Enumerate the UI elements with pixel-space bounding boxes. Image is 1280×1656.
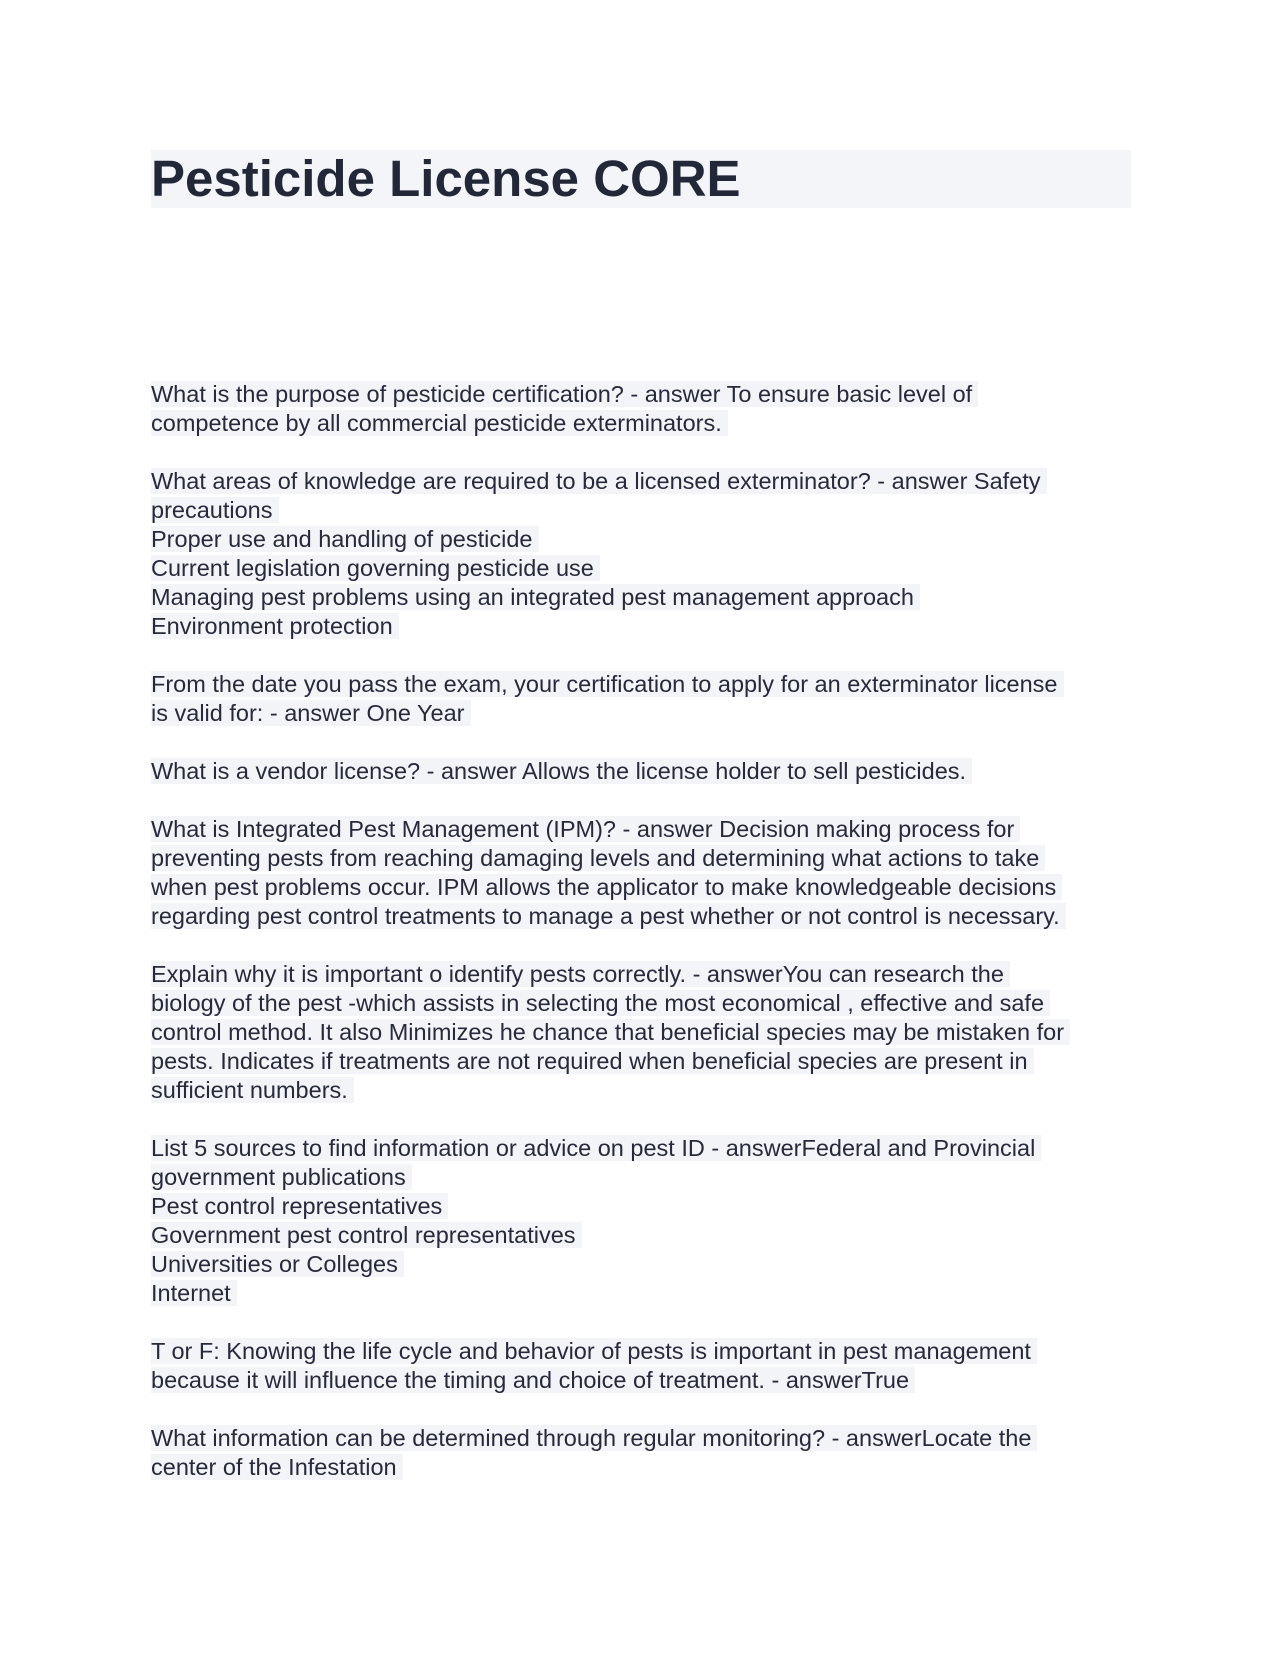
qa-line-text: What is Integrated Pest Management (IPM)? - answer Decision making process for	[151, 816, 1020, 842]
qa-line	[151, 380, 1131, 409]
qa-line-text: when pest problems occur. IPM allows the applicator to make knowledgeable decisions	[151, 874, 1062, 900]
qa-line	[151, 873, 1131, 902]
qa-line-text: Managing pest problems using an integrated pest management approach	[151, 584, 920, 610]
qa-line-text: sufficient numbers.	[151, 1077, 354, 1103]
qa-line	[151, 1221, 1131, 1250]
qa-line-text: Proper use and handling of pesticide	[151, 526, 539, 552]
qa-line	[151, 1163, 1131, 1192]
qa-line-text: T or F: Knowing the life cycle and behavior of pests is important in pest management	[151, 1338, 1037, 1364]
qa-list	[151, 380, 1131, 1511]
qa-item	[151, 757, 1131, 786]
qa-line	[151, 467, 1131, 496]
qa-line	[151, 409, 1131, 438]
qa-line-text: Pest control representatives	[151, 1193, 448, 1219]
qa-line	[151, 960, 1131, 989]
qa-line-text: Government pest control representatives	[151, 1222, 582, 1248]
title-block	[151, 150, 1131, 208]
qa-line	[151, 815, 1131, 844]
qa-line	[151, 1250, 1131, 1279]
qa-line-text: Explain why it is important o identify pests correctly. - answerYou can research the	[151, 961, 1010, 987]
qa-line-text: What information can be determined through regular monitoring? - answerLocate the	[151, 1425, 1037, 1451]
qa-line	[151, 525, 1131, 554]
qa-line	[151, 1076, 1131, 1105]
qa-line	[151, 554, 1131, 583]
qa-line-text: government publications	[151, 1164, 412, 1190]
qa-item	[151, 1134, 1131, 1308]
qa-line	[151, 1134, 1131, 1163]
qa-line	[151, 496, 1131, 525]
qa-line-text: Internet	[151, 1280, 237, 1306]
qa-line-text: Environment protection	[151, 613, 399, 639]
qa-line-text: competence by all commercial pesticide exterminators.	[151, 410, 728, 436]
qa-line-text: pests. Indicates if treatments are not required when beneficial species are present in	[151, 1048, 1034, 1074]
qa-line-text: Universities or Colleges	[151, 1251, 404, 1277]
qa-line	[151, 902, 1131, 931]
qa-item	[151, 670, 1131, 728]
qa-line-text: regarding pest control treatments to manage a pest whether or not control is necessary.	[151, 903, 1066, 929]
qa-item	[151, 1424, 1131, 1482]
qa-line	[151, 1424, 1131, 1453]
qa-line-text: What is a vendor license? - answer Allows the license holder to sell pesticides.	[151, 758, 972, 784]
qa-line-text: is valid for: - answer One Year	[151, 700, 471, 726]
qa-line	[151, 1279, 1131, 1308]
qa-line	[151, 699, 1131, 728]
qa-line	[151, 1018, 1131, 1047]
qa-line-text: What is the purpose of pesticide certification? - answer To ensure basic level of	[151, 381, 978, 407]
qa-line-text: Current legislation governing pesticide use	[151, 555, 600, 581]
qa-line-text: preventing pests from reaching damaging levels and determining what actions to take	[151, 845, 1045, 871]
qa-line-text: because it will influence the timing and choice of treatment. - answerTrue	[151, 1367, 915, 1393]
qa-line	[151, 1453, 1131, 1482]
qa-item	[151, 815, 1131, 931]
qa-line-text: List 5 sources to find information or advice on pest ID - answerFederal and Provincial	[151, 1135, 1041, 1161]
qa-line-text: control method. It also Minimizes he chance that beneficial species may be mistaken for	[151, 1019, 1070, 1045]
qa-line	[151, 1047, 1131, 1076]
qa-line	[151, 1366, 1131, 1395]
qa-line	[151, 1337, 1131, 1366]
qa-line-text: center of the Infestation	[151, 1454, 403, 1480]
qa-line-text: biology of the pest -which assists in selecting the most economical , effective and safe	[151, 990, 1050, 1016]
qa-line	[151, 583, 1131, 612]
qa-line	[151, 989, 1131, 1018]
qa-line-text: From the date you pass the exam, your certification to apply for an exterminator license	[151, 671, 1064, 697]
qa-line	[151, 844, 1131, 873]
qa-line	[151, 1192, 1131, 1221]
qa-line-text: precautions	[151, 497, 279, 523]
qa-item	[151, 1337, 1131, 1395]
document-page	[151, 150, 1131, 1480]
qa-line	[151, 757, 1131, 786]
qa-line	[151, 670, 1131, 699]
qa-item	[151, 960, 1131, 1105]
qa-line	[151, 612, 1131, 641]
document-title: Pesticide License CORE	[151, 150, 741, 207]
qa-item	[151, 467, 1131, 641]
qa-item	[151, 380, 1131, 438]
qa-line-text: What areas of knowledge are required to be a licensed exterminator? - answer Safety	[151, 468, 1047, 494]
